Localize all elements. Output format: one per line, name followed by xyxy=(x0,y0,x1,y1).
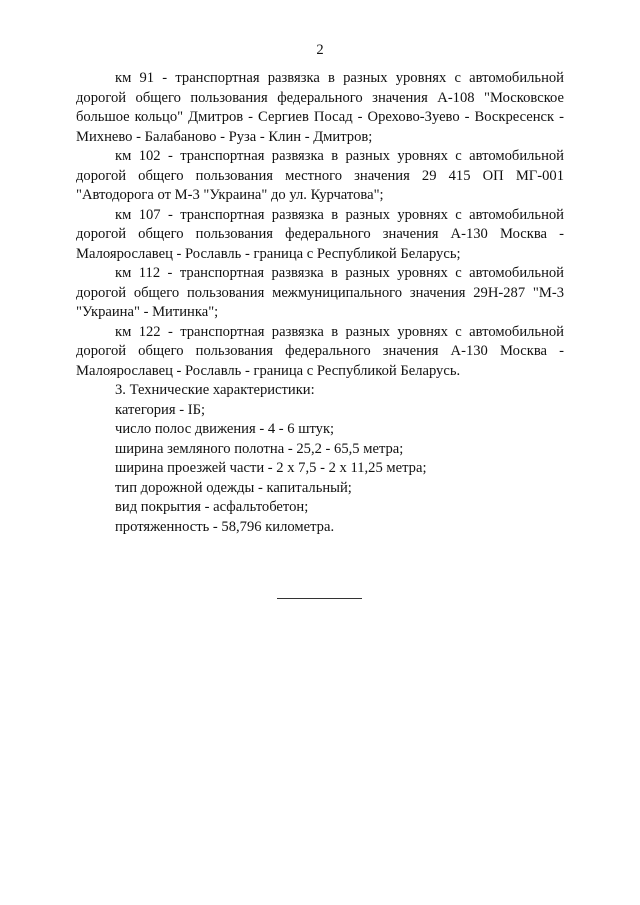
closing-divider xyxy=(277,598,362,599)
characteristic-item: категория - IБ; xyxy=(115,401,206,418)
interchange-item: км 112 - транспортная развязка в разных уровнях с автомобильной дорогой общего пользования межмуниципального значения 29Н-287 "М-3 "Украина" - Митинка"; xyxy=(76,265,564,320)
document-body xyxy=(76,69,564,537)
characteristic-item: протяженность - 58,796 километра. xyxy=(115,518,335,535)
characteristic-item: ширина проезжей части - 2 х 7,5 - 2 х 11,25 метра; xyxy=(115,460,427,476)
characteristic-item: ширина земляного полотна - 25,2 - 65,5 метра; xyxy=(115,440,404,457)
section-heading: 3. Технические характеристики: xyxy=(115,382,315,398)
interchange-item: км 91 - транспортная развязка в разных уровнях с автомобильной дорогой общего пользования федерального значения А-108 "Московское большое кольцо" Дмитров - Сергиев Посад - Орехово-Зуево - Воскресенск - Михнево - Балабаново - Руза - Клин - Дмитров; xyxy=(76,70,564,145)
characteristic-item: тип дорожной одежды - капитальный; xyxy=(115,479,352,496)
characteristic-item: вид покрытия - асфальтобетон; xyxy=(115,499,309,515)
interchange-item: км 107 - транспортная развязка в разных уровнях с автомобильной дорогой общего пользования федерального значения А-130 Москва - Малоярославец - Рославль - граница с Республикой Беларусь; xyxy=(76,206,564,262)
interchange-item: км 102 - транспортная развязка в разных уровнях с автомобильной дорогой общего пользования местного значения 29 415 ОП МГ-001 "Автодорога от М-3 "Украина" до ул. Курчатова"; xyxy=(76,148,564,203)
interchange-item: км 122 - транспортная развязка в разных уровнях с автомобильной дорогой общего пользования федерального значения А-130 Москва - Малоярославец - Рославль - граница с Республикой Беларусь. xyxy=(76,323,564,379)
page-number: 2 xyxy=(316,42,324,58)
characteristic-item: число полос движения - 4 - 6 штук; xyxy=(115,421,335,437)
